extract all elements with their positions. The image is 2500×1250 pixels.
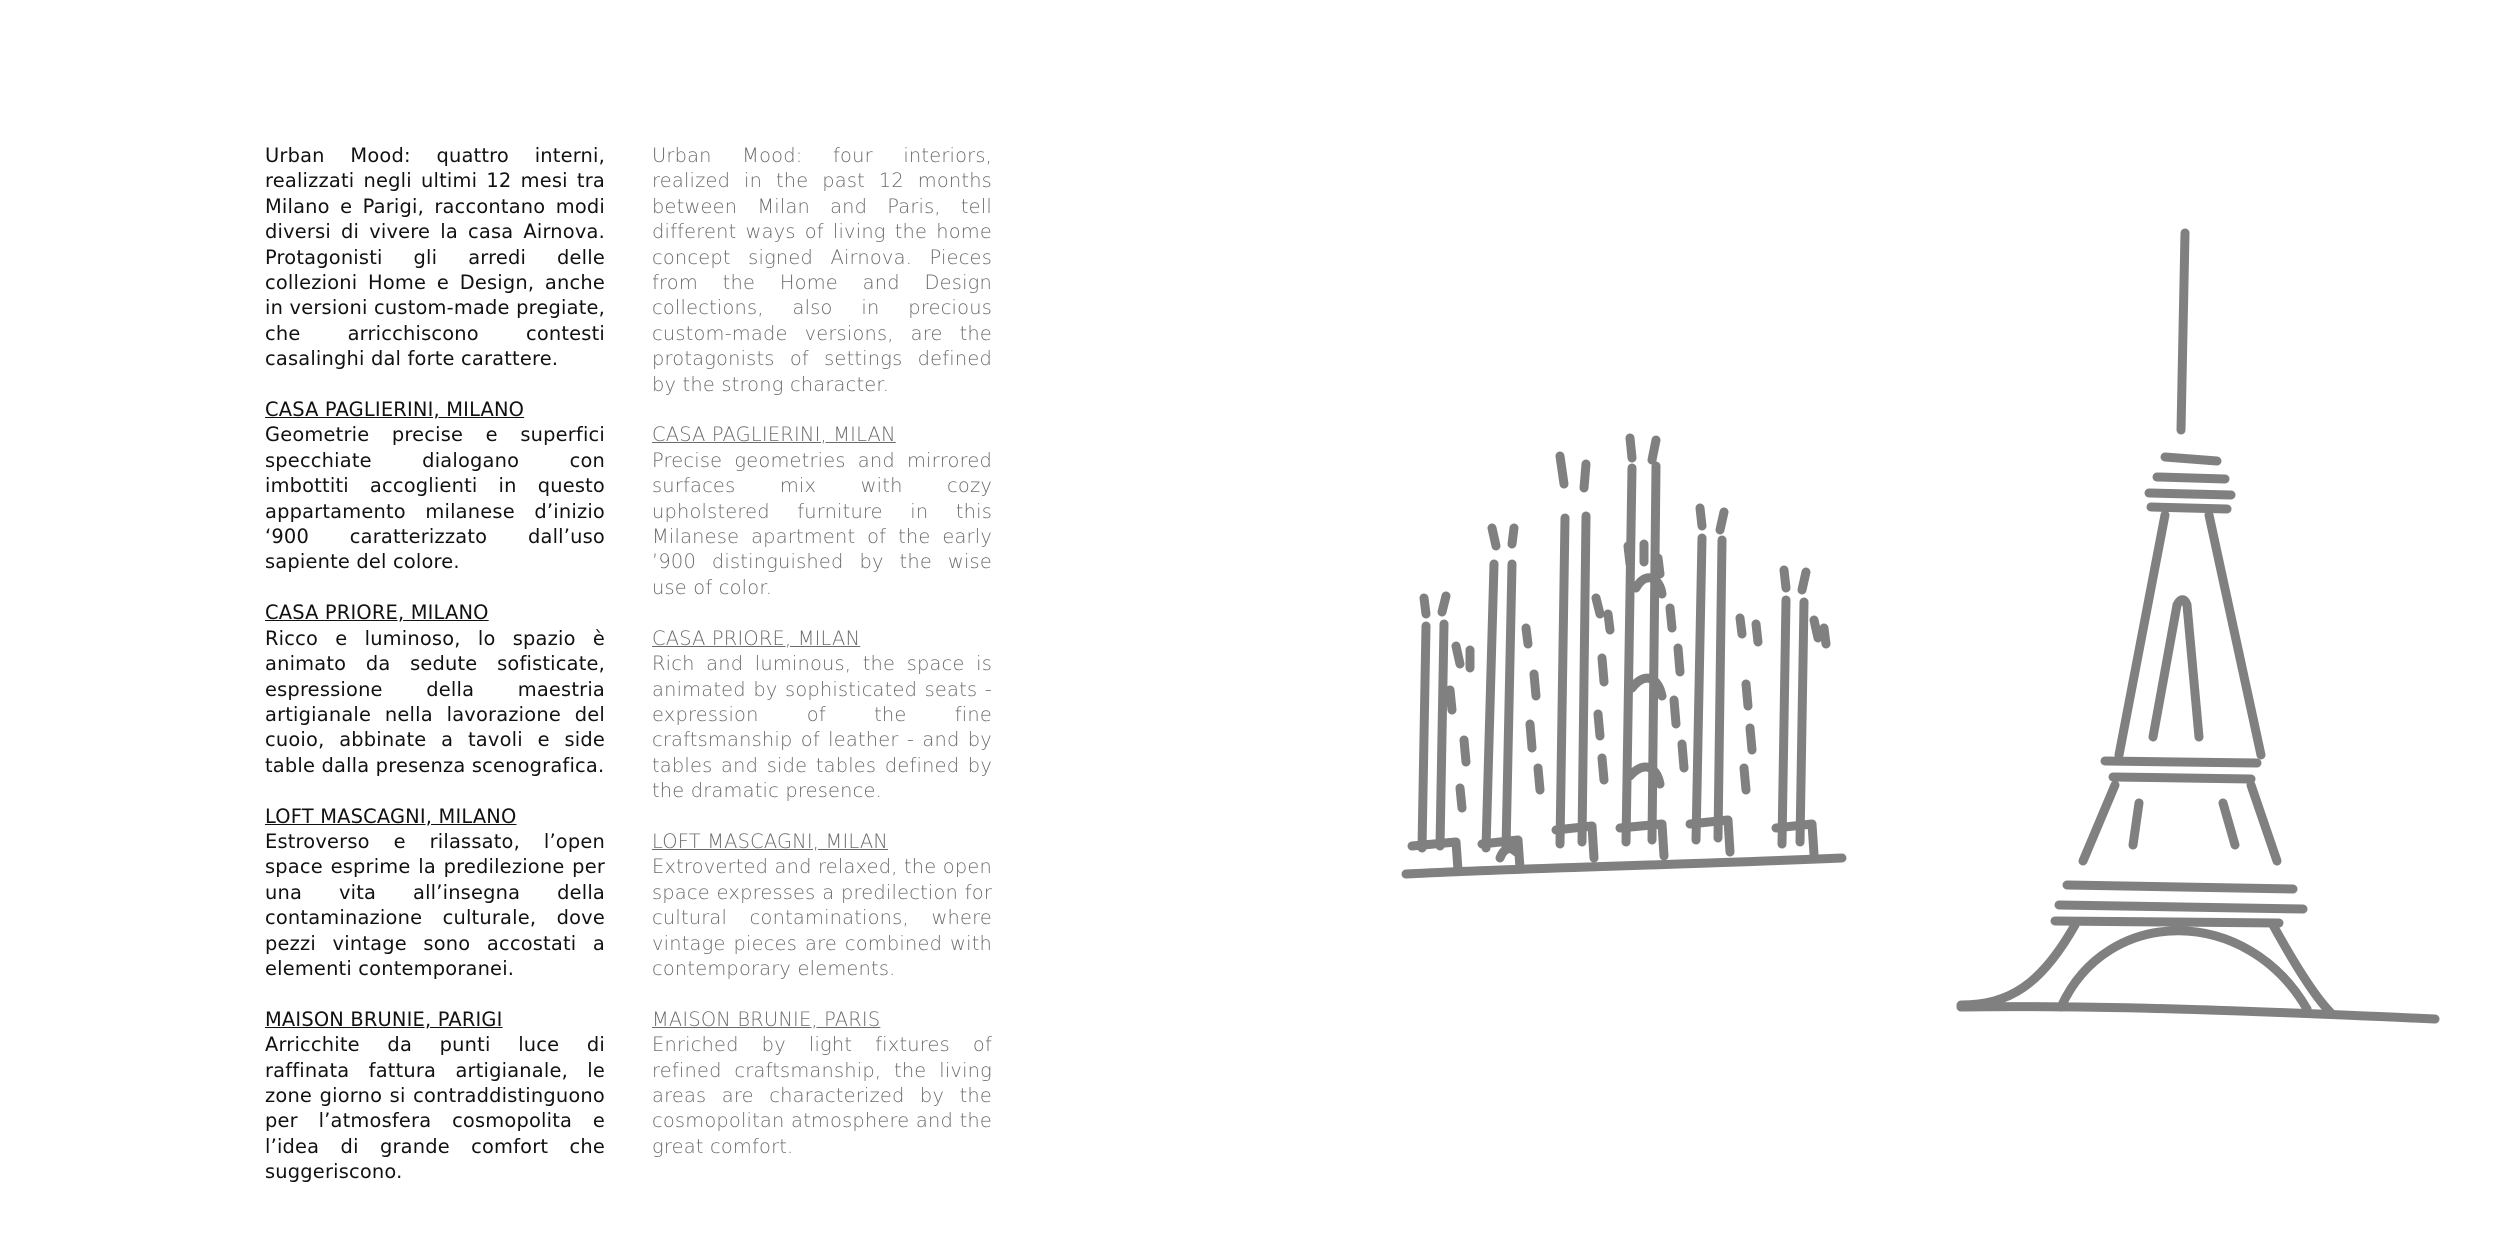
english-section — [652, 1007, 992, 1159]
eiffel-tower-sketch-icon — [1955, 225, 2455, 1045]
italian-section — [265, 600, 605, 778]
italian-section-body: Arricchite da punti luce di raffinata fattura artigianale, le zone giorno si contraddistinguono per l’atmosfera cosmopolita e l’idea di grande comfort che suggeriscono. — [265, 1033, 605, 1184]
eiffel-tower-illustration — [1955, 225, 2455, 1045]
italian-section-title: MAISON BRUNIE, PARIGI — [265, 1007, 503, 1031]
english-section — [652, 422, 992, 600]
english-section-body: Enriched by light fixtures of refined craftsmanship, the living areas are characterized by the cosmopolitan atmosphere and the great comfort. — [652, 1033, 992, 1158]
italian-section-title: LOFT MASCAGNI, MILANO — [265, 804, 517, 828]
english-section-body: Extroverted and relaxed, the open space expresses a predilection for cultural contaminations, where vintage pieces are combined with contemporary elements. — [652, 855, 992, 980]
english-section-title: MAISON BRUNIE, PARIS — [652, 1007, 881, 1031]
italian-text-column — [265, 143, 605, 1185]
italian-section-title: CASA PAGLIERINI, MILANO — [265, 398, 525, 422]
italian-section — [265, 1007, 605, 1185]
italian-section — [265, 804, 605, 982]
italian-section-body: Geometrie precise e superfici specchiate dialogano con imbottiti accoglienti in questo appartamento milanese d’inizio ‘900 caratterizzato dall’uso sapiente del colore. — [265, 423, 605, 574]
english-section-title: CASA PAGLIERINI, MILAN — [652, 423, 896, 447]
duomo-milano-illustration — [1400, 428, 1860, 888]
english-text-column — [652, 143, 992, 1159]
italian-section-title: CASA PRIORE, MILANO — [265, 601, 489, 625]
duomo-milano-sketch-icon — [1400, 428, 1860, 888]
english-section-body: Rich and luminous, the space is animated by sophisticated seats - expression of the fine craftsmanship of leather - and by tables and side tables defined by the dramatic presence. — [652, 652, 992, 803]
english-section-title: CASA PRIORE, MILAN — [652, 626, 861, 650]
english-section — [652, 626, 992, 804]
italian-intro: Urban Mood: quattro interni, realizzati negli ultimi 12 mesi tra Milano e Parigi, raccontano modi diversi di vivere la casa Airnova. Protagonisti gli arredi delle collezioni Home e Design, anche in versioni custom-made pregiate, che arricchiscono contesti casalinghi dal forte carattere. — [265, 144, 605, 371]
english-section-title: LOFT MASCAGNI, MILAN — [652, 829, 889, 853]
italian-section-body: Estroverso e rilassato, l’open space esprime la predilezione per una vita all’insegna della contaminazione culturale, dove pezzi vintage sono accostati a elementi contemporanei. — [265, 829, 605, 980]
english-section-body: Precise geometries and mirrored surfaces mix with cozy upholstered furniture in this Milanese apartment of the early ’900 distinguished by the wise use of color. — [652, 448, 992, 599]
italian-section-body: Ricco e luminoso, lo spazio è animato da sedute sofisticate, espressione della maestria artigianale nella lavorazione del cuoio, abbinate a tavoli e side table dalla presenza scenografica. — [265, 626, 605, 777]
english-section — [652, 829, 992, 981]
english-intro: Urban Mood: four interiors, realized in the past 12 months between Milan and Paris, tell different ways of living the home concept signed Airnova. Pieces from the Home and Design collections, also in precious custom-made versions, are the protagonists of settings defined by the strong character. — [652, 144, 992, 396]
italian-section — [265, 397, 605, 575]
